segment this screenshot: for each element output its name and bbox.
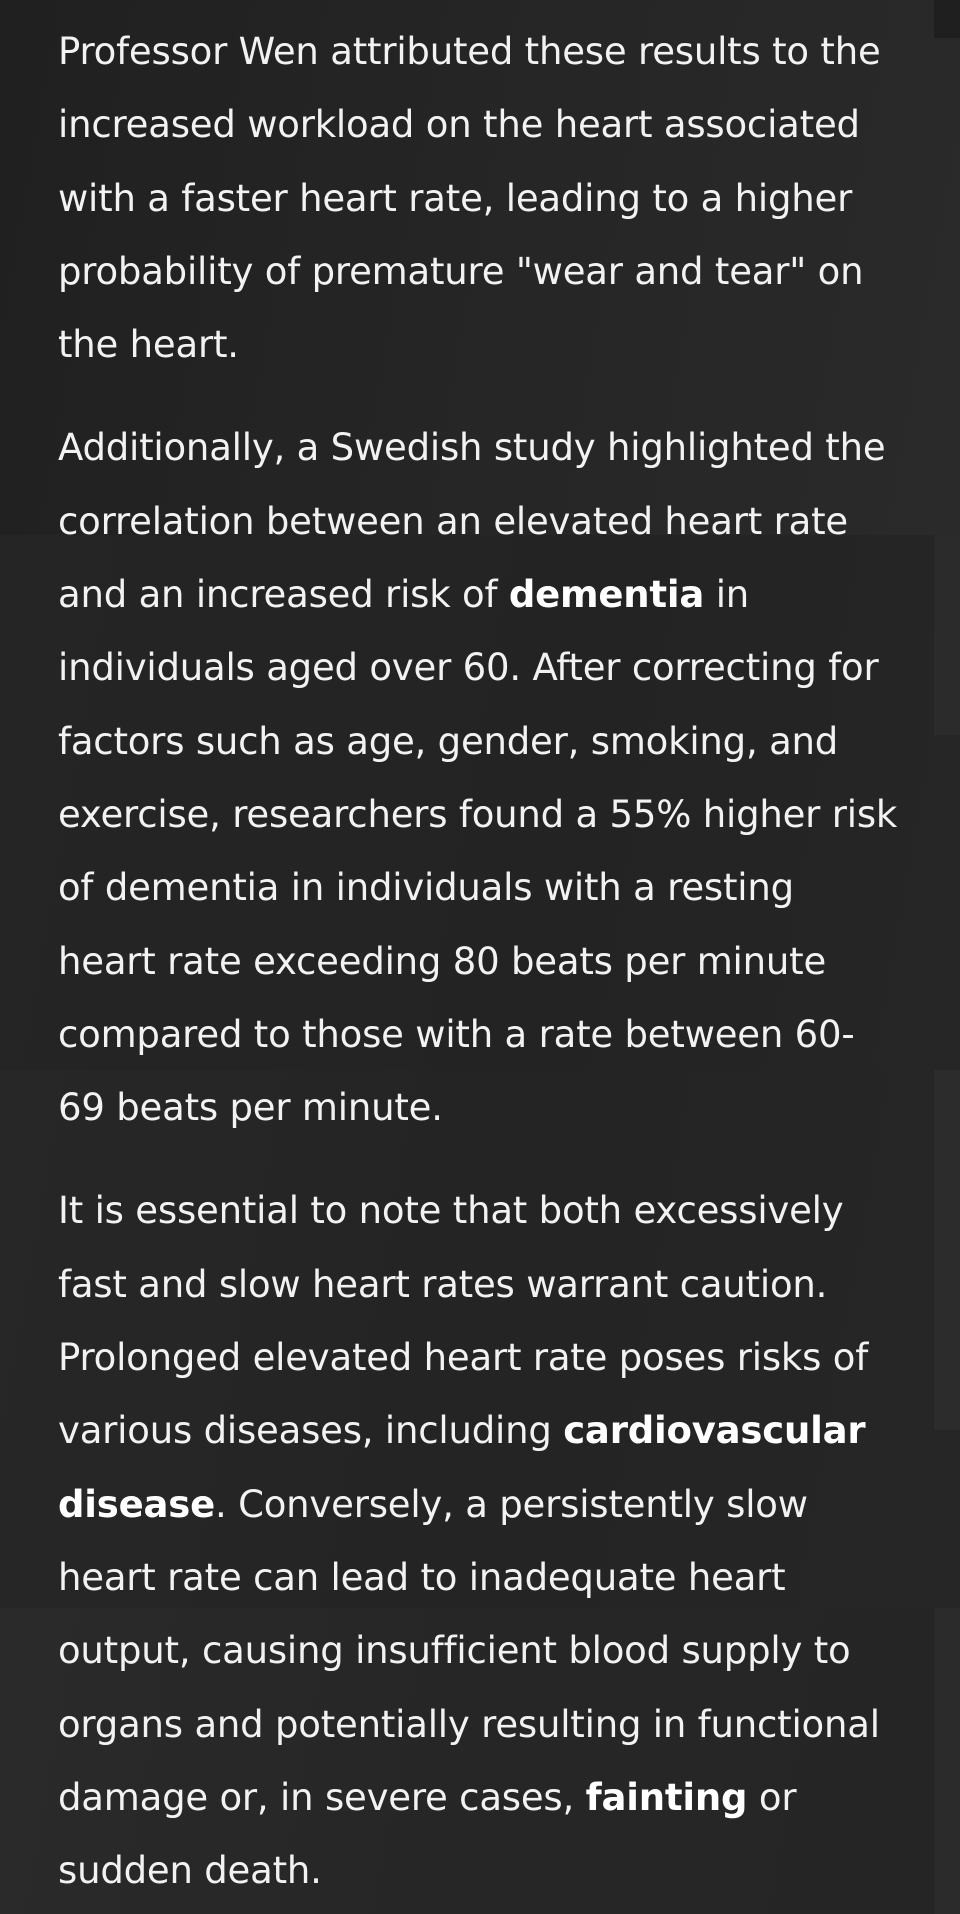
background-edge — [934, 1070, 960, 1430]
highlight-cardiovascular-disease: cardiovascular disease — [58, 1409, 866, 1526]
paragraph-text: in individuals aged over 60. After correcting for factors such as age, gender, smoking, and exercise, researchers found a 55% higher risk of dementia in individuals with a resting heart rate exceeding 80 beats per minute compared to those with a rate between 60-69 beats per minute. — [58, 573, 898, 1130]
highlight-dementia: dementia — [508, 573, 705, 617]
paragraph-text: It is essential to note that both excessively fast and slow heart rates warrant caution. Prolonged elevated heart rate poses risks of various diseases, including — [58, 1189, 869, 1453]
paragraph-text: Additionally, a Swedish study highlighted the correlation between an elevated heart rate and an increased risk of — [58, 426, 886, 617]
background-edge — [934, 1608, 960, 1914]
highlight-fainting: fainting — [585, 1775, 748, 1819]
paragraph-text: . Conversely, a persistently slow heart rate can lead to inadequate heart output, causing insufficient blood supply to organs and potentially resulting in functional damage or, in severe cases, — [58, 1482, 880, 1819]
paragraph-caution — [58, 1174, 898, 1907]
paragraph-dementia-study — [58, 411, 898, 1144]
background-edge — [934, 535, 960, 735]
paragraph-text: Professor Wen attributed these results to the increased workload on the heart associated with a faster heart rate, leading to a higher probability of premature "wear and tear" on the heart. — [58, 30, 881, 367]
background-edge — [934, 0, 960, 38]
paragraph-wear-and-tear — [58, 15, 898, 381]
paragraph-text: or sudden death. — [58, 1775, 797, 1893]
article-body — [58, 15, 898, 1907]
